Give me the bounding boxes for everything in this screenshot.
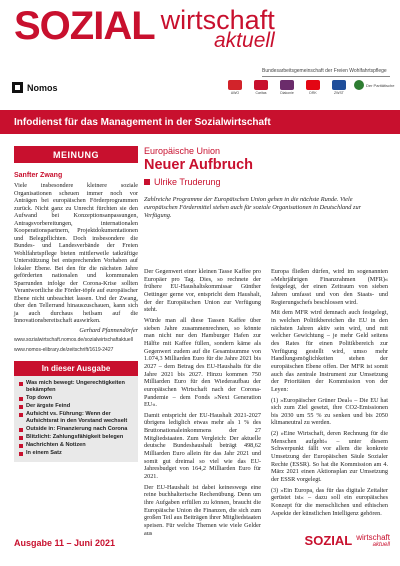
square-bullet-icon [19,397,23,401]
tagline: Infodienst für das Management in der Sozialwirtschaft [14,116,271,128]
footer-logo-aktuell: aktuell [372,542,390,548]
toc-item[interactable]: Blitzlicht: Zahlungsfähigkeit belegen [19,434,134,441]
publication-logo [14,6,275,51]
article-teaser: Zahlreiche Programme der Europäischen Union gehen in die nächste Runde. Viele europäischen Fördermittel stehen auch für soziale Organisationen in Deutschland zur Verfügung. [144,196,362,219]
toc-item[interactable]: In einem Satz [19,450,134,457]
square-bullet-icon [19,452,23,456]
footer-logo-wirtschaft: wirtschaft [356,533,390,542]
awo-icon [228,80,242,90]
opinion-link[interactable]: www.nomos-elibrary.de/zeitschrift/1619-2427 [14,346,114,353]
publisher-name: Nomos [27,82,58,93]
square-bullet-icon [19,413,23,417]
table-of-contents [14,361,138,462]
partner-divider [262,76,390,77]
member-logo: Diakonie [276,80,298,95]
square-bullet-icon [144,179,150,185]
nomos-icon [12,82,23,93]
toc-item[interactable]: Outside in: Finanzierung nach Corona [19,426,134,433]
square-bullet-icon [19,382,23,386]
toc-item[interactable]: Was mich bewegt: Ungerechtigkeiten bekämpfen [19,380,134,394]
toc-title: In dieser Ausgabe [41,364,111,373]
toc-item[interactable]: Top down [19,395,134,402]
square-bullet-icon [19,444,23,448]
caritas-icon [254,80,268,90]
opinion-link[interactable]: www.sozialwirtschaft.nomos.de/sozialwirtschaftaktuell [14,337,133,343]
member-logo-paritaet: Der Paritätische [354,80,400,90]
paragraph: Der Gegenwert einer kleinen Tasse Kaffee pro Europäer pro Tag. Dies, so rechnete der frühere EU-Haushaltskommissar Günther Oettinger gerne vor, entspricht dem Haushalt, der der Europäischen Union zur Verfügung steht. [144,268,261,314]
paragraph: Europa fließen dürfen, wird im sogenannten »Mehrjährigen Finanzrahmen (MFR)« festgelegt, der einen Zeitraum von sieben Jahren umfasst und von den Staats- und Regierungschefs beschlossen wird. [271,268,388,306]
opinion-signature: Gerhard Pfannendörfer [79,326,138,334]
footer-logo-sozial: SOZIAL [304,533,353,548]
issue-number: Ausgabe 11 – Juni 2021 [14,538,116,548]
paragraph: Der EU-Haushalt ist dabei keineswegs eine reine buchhalterische Rechenübung. Denn um ihre Aufgaben erfüllen zu können, braucht die Europäische Union die Finanzen, die sich zum großen Teil aus Beiträgen ihrer Mitgliedstaaten speisen. Für welche Themen wie viele Gelder aus [144,483,261,537]
opinion-section-header [14,146,138,163]
partner-title: Bundesarbeitsgemeinschaft der Freien Wohlfahrtspflege [262,68,387,74]
paragraph: (2) »Eine Wirtschaft, deren Rechnung für die Menschen aufgeht« – unter diesem Schwerpunkt fällt vor allem die konkrete Umsetzung der Europäischen Säule Sozialer Rechte (ESSR). So hat die Kommission am 4. März 2021 einen Aktionsplan zur Umsetzung der ESSR vorgelegt. [271,430,388,484]
member-logo: ZWST [328,80,350,95]
main-article [144,146,388,220]
toc-list [14,376,138,457]
toc-header [14,361,138,376]
masthead [0,0,400,110]
article-column-left [144,268,261,540]
sidebar [14,146,138,462]
member-logo: AWO [224,80,246,95]
logo-wirtschaft: wirtschaft [160,5,275,35]
member-logo: DRK [302,80,324,95]
author-name: Ulrike Truderung [154,177,221,187]
paragraph: (1) »Europäischer Grüner Deal« – Die EU hat sich zum Ziel gesetzt, ihre CO2-Emissionen bis 2030 um 55 % zu senken und bis 2050 klimaneutral zu werden. [271,396,388,427]
toc-item[interactable]: Nachrichten & Notizen [19,442,134,449]
toc-item[interactable]: Aufsicht vs. Führung: Wenn der Aufsichtsrat in den Vorstand wechselt [19,411,134,425]
member-logo: Caritas [250,80,272,95]
publisher-logo [12,82,58,93]
tagline-band [0,110,400,134]
toc-item[interactable]: Der ärgste Feind [19,403,134,410]
paragraph: Mit dem MFR wird demnach auch festgelegt, in welchen Politikbereichen die EU in den nächsten Jahren aktiv sein wird, und mit welcher Gewichtung – je mehr Geld seitens des Rates für einen Politikbereich zur Verfügung gestellt wird, umso mehr Handlungsmöglichkeiten stehen der europäischen Ebene offen. Der MFR ist somit auch das zentrale Instrument zur Umsetzung der Prioritäten der Kommission von der Leyen: [271,309,388,393]
zwst-icon [332,80,346,90]
footer-logo [305,534,390,552]
square-bullet-icon [19,428,23,432]
article-headline: Neuer Aufbruch [144,157,254,173]
square-bullet-icon [19,405,23,409]
opinion-section-label: MEINUNG [53,149,99,160]
article-author [144,177,388,187]
partner-logos [224,80,400,95]
paritaet-icon [354,80,364,90]
paragraph: (3) »Ein Europa, das für das digitale Zeitalter gerüstet ist« – dazu soll ein europäisches Konzept für die menschlichen und ethischen Aspekte der künstlichen Intelligenz gehören. [271,486,388,517]
opinion-heading: Sanfter Zwang [14,172,63,179]
page-footer [14,534,390,558]
paragraph: Würde man all diese Tassen Kaffee über sieben Jahre zusammenrechnen, so könnte man nicht nur den Hamburger Hafen zur Hälfte mit Kaffee füllen, sondern käme als Gegenwert zudem auf die Gesamtsumme von 1.074,3 Milliarden Euro für die Jahre 2021 bis 2027 – dem Betrag des EU-Haushalts für die Jahre 2021 bis 2027. Hinzu kommen 750 Milliarden Euro für den Wiederaufbau der europäischen Wirtschaft nach der Corona-Pandemie – dem Fonds »Next Generation EU«. [144,316,261,409]
square-bullet-icon [19,436,23,440]
article-columns [144,268,388,537]
drk-icon [306,80,320,90]
opinion-body: Viele insbesondere kleinere soziale Organisationen scheuen immer noch vor Anträgen bei europäischen Förderprogrammen zurück. Nicht ganz zu Unrecht fürchten sie den Aufwand bei Konzeptionsanpassungen, Antragsvorbereitungen, internationalen Kooperationspartnern, Projektdokumentationen und Belegpflichten. Doch insbesondere die Bundes- und Landesverbände der Freien Wohlfahrtspflege bieten mittlerweile tatkräftige Unterstützung bei entsprechenden Vorhaben auf lokaler Ebene. Bei den für die nächsten Jahre geförderten nationalen und kommunalen Sparrunden infolge der Corona-Krise sollten Verantwortliche die Förder-töpfe auf europäischer Ebene nicht unbeachtet lassen. Und der Zwang, über den Tellerrand hinauszuschauen, kann sich ja auch durchaus heilsam auf die Innovationsbereitschaft auswirken. [14,182,138,324]
paragraph: Damit entspricht der EU-Haushalt 2021-2027 übrigens lediglich etwas mehr als 1 % des Bruttonationaleinkommens der 27 Mitgliedstaaten. Zum Vergleich: Der aktuelle deutsche Bundeshaushalt beträgt 498,62 Milliarden Euro allein für das Jahr 2021 und somit gut dreimal so viel wie das EU-Jahresbudget von 164,2 Milliarden Euro für 2021. [144,411,261,481]
logo-aktuell: aktuell [214,29,275,52]
logo-sozial: SOZIAL [14,4,155,48]
article-column-right [271,268,388,520]
article-kicker: Europäische Union [144,146,221,156]
diakonie-icon [280,80,294,90]
